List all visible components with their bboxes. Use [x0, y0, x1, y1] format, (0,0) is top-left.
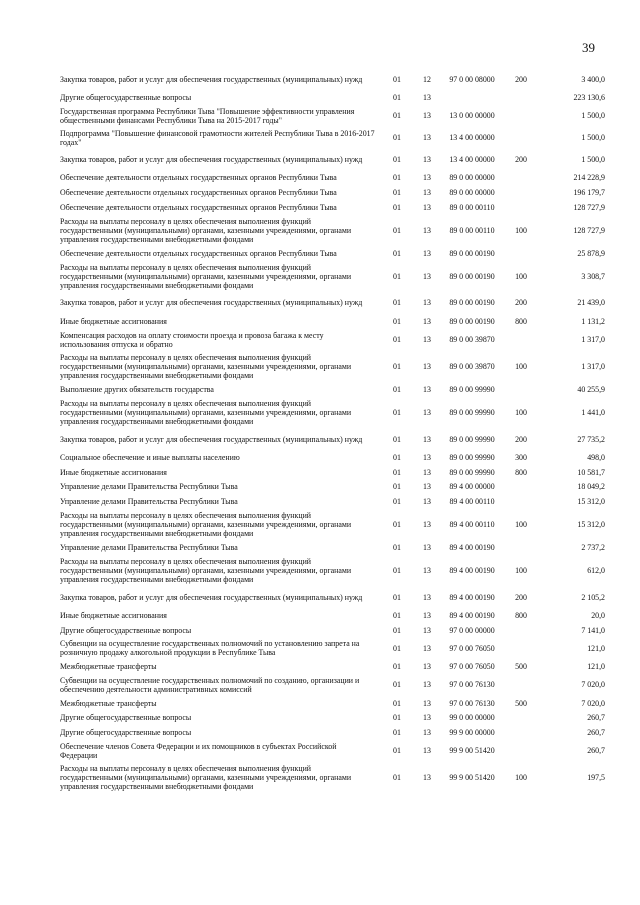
row-section: 01 — [393, 187, 401, 197]
table-row — [60, 214, 605, 246]
row-section: 01 — [393, 542, 401, 552]
row-expense-type: 200 — [515, 155, 527, 165]
row-expense-type: 100 — [515, 519, 527, 529]
row-target-article: 89 4 00 00110 — [449, 496, 495, 506]
row-expense-type: 800 — [515, 316, 527, 326]
table-row — [60, 171, 605, 186]
row-target-article: 97 0 00 76050 — [449, 662, 495, 672]
row-target-article: 89 0 00 00190 — [449, 271, 495, 281]
row-section: 01 — [393, 225, 401, 235]
row-name: Управление делами Правительства Республики Тыва — [60, 496, 238, 506]
table-row — [60, 762, 605, 794]
row-amount: 2 105,2 — [581, 592, 605, 602]
row-amount: 1 317,0 — [581, 335, 605, 345]
table-row — [60, 428, 605, 450]
row-subsection: 13 — [423, 384, 431, 394]
row-expense-type: 100 — [515, 225, 527, 235]
row-expense-type: 200 — [515, 434, 527, 444]
row-section: 01 — [393, 496, 401, 506]
table-row — [60, 351, 605, 383]
row-section: 01 — [393, 643, 401, 653]
row-section: 01 — [393, 662, 401, 672]
row-section: 01 — [393, 335, 401, 345]
row-amount: 7 020,0 — [581, 698, 605, 708]
row-subsection: 13 — [423, 173, 431, 183]
row-section: 01 — [393, 173, 401, 183]
row-amount: 7 141,0 — [581, 625, 605, 635]
row-target-article: 97 0 00 76130 — [449, 698, 495, 708]
row-subsection: 13 — [423, 519, 431, 529]
row-amount: 40 255,9 — [577, 384, 605, 394]
row-subsection: 13 — [423, 727, 431, 737]
row-target-article: 89 0 00 00000 — [449, 173, 495, 183]
row-name: Обеспечение членов Совета Федерации и их помощников в субъектах Российской Федерации — [60, 741, 337, 760]
table-row — [60, 674, 605, 696]
row-subsection: 13 — [423, 643, 431, 653]
row-target-article: 89 0 00 99990 — [449, 407, 495, 417]
row-name: Выполнение других обязательств государства — [60, 384, 214, 394]
row-subsection: 13 — [423, 111, 431, 121]
row-subsection: 13 — [423, 361, 431, 371]
row-subsection: 13 — [423, 772, 431, 782]
row-amount: 20,0 — [591, 610, 605, 620]
row-section: 01 — [393, 727, 401, 737]
row-expense-type: 200 — [515, 298, 527, 308]
row-section: 01 — [393, 565, 401, 575]
row-target-article: 89 0 00 00000 — [449, 187, 495, 197]
row-name: Закупка товаров, работ и услуг для обеспечения государственных (муниципальных) нужд — [60, 434, 363, 444]
table-row — [60, 623, 605, 638]
row-subsection: 13 — [423, 187, 431, 197]
row-name: Социальное обеспечение и иные выплаты населению — [60, 452, 240, 462]
row-target-article: 13 4 00 00000 — [449, 155, 495, 165]
row-subsection: 13 — [423, 316, 431, 326]
row-target-article: 89 0 00 99990 — [449, 467, 495, 477]
table-row — [60, 149, 605, 171]
row-name: Другие общегосударственные вопросы — [60, 713, 192, 723]
row-target-article: 99 9 00 00000 — [449, 727, 495, 737]
row-target-article: 99 9 00 51420 — [449, 746, 495, 756]
row-amount: 3 308,7 — [581, 271, 605, 281]
row-name: Управление делами Правительства Республики Тыва — [60, 542, 238, 552]
row-section: 01 — [393, 133, 401, 143]
row-amount: 2 737,2 — [581, 542, 605, 552]
row-amount: 3 400,0 — [581, 74, 605, 84]
row-name: Межбюджетные трансферты — [60, 698, 157, 708]
row-expense-type: 100 — [515, 565, 527, 575]
row-amount: 1 500,0 — [581, 111, 605, 121]
row-name: Подпрограмма "Повышение финансовой грамотности жителей Республики Тыва в 2016-2017 годах" — [60, 128, 375, 147]
row-subsection: 13 — [423, 225, 431, 235]
table-row — [60, 90, 605, 105]
row-section: 01 — [393, 155, 401, 165]
row-expense-type: 800 — [515, 610, 527, 620]
row-subsection: 13 — [423, 698, 431, 708]
table-row — [60, 540, 605, 555]
row-target-article: 89 0 00 00190 — [449, 316, 495, 326]
row-subsection: 13 — [423, 335, 431, 345]
row-section: 01 — [393, 361, 401, 371]
row-expense-type: 800 — [515, 467, 527, 477]
row-subsection: 13 — [423, 407, 431, 417]
row-target-article: 89 0 00 99990 — [449, 434, 495, 444]
row-section: 01 — [393, 713, 401, 723]
row-amount: 223 130,6 — [573, 92, 605, 102]
row-amount: 260,7 — [587, 713, 605, 723]
row-section: 01 — [393, 746, 401, 756]
table-row — [60, 586, 605, 608]
row-target-article: 89 0 00 39870 — [449, 361, 495, 371]
row-section: 01 — [393, 298, 401, 308]
row-expense-type: 200 — [515, 74, 527, 84]
row-name: Другие общегосударственные вопросы — [60, 92, 192, 102]
row-subsection: 13 — [423, 271, 431, 281]
row-subsection: 13 — [423, 680, 431, 690]
row-name: Расходы на выплаты персоналу в целях обеспечения выполнения функций государственными (муниципальными) органами, казенными учреждениями, органами управления государственными внебюджетными фондами — [60, 216, 352, 244]
row-section: 01 — [393, 698, 401, 708]
row-target-article: 89 4 00 00190 — [449, 610, 495, 620]
row-amount: 1 500,0 — [581, 155, 605, 165]
row-name: Межбюджетные трансферты — [60, 662, 157, 672]
budget-table — [60, 68, 605, 793]
row-section: 01 — [393, 74, 401, 84]
table-row — [60, 696, 605, 711]
row-section: 01 — [393, 202, 401, 212]
row-amount: 260,7 — [587, 727, 605, 737]
row-target-article: 89 0 00 39870 — [449, 335, 495, 345]
row-expense-type: 100 — [515, 361, 527, 371]
row-expense-type: 200 — [515, 592, 527, 602]
row-subsection: 13 — [423, 434, 431, 444]
row-amount: 128 727,9 — [573, 202, 605, 212]
row-amount: 1 131,2 — [581, 316, 605, 326]
row-subsection: 13 — [423, 610, 431, 620]
row-amount: 121,0 — [587, 643, 605, 653]
row-target-article: 97 0 00 00000 — [449, 625, 495, 635]
table-row — [60, 711, 605, 726]
row-expense-type: 100 — [515, 772, 527, 782]
row-target-article: 89 0 00 00110 — [449, 225, 495, 235]
row-amount: 25 878,9 — [577, 248, 605, 258]
row-name: Расходы на выплаты персоналу в целях обеспечения выполнения функций государственными (муниципальными) органами, казенными учреждениями, органами управления государственными внебюджетными фондами — [60, 556, 352, 584]
row-section: 01 — [393, 519, 401, 529]
row-subsection: 13 — [423, 625, 431, 635]
table-row — [60, 509, 605, 541]
row-name: Расходы на выплаты персоналу в целях обеспечения выполнения функций государственными (муниципальными) органами, казенными учреждениями, органами управления государственными внебюджетными фондами — [60, 352, 352, 380]
row-subsection: 13 — [423, 746, 431, 756]
table-row — [60, 637, 605, 659]
row-section: 01 — [393, 625, 401, 635]
row-target-article: 89 4 00 00190 — [449, 542, 495, 552]
row-name: Обеспечение деятельности отдельных государственных органов Республики Тыва — [60, 173, 337, 183]
row-name: Иные бюджетные ассигнования — [60, 467, 167, 477]
row-section: 01 — [393, 452, 401, 462]
row-target-article: 89 4 00 00190 — [449, 565, 495, 575]
row-target-article: 97 0 00 76050 — [449, 643, 495, 653]
table-row — [60, 314, 605, 329]
row-name: Субвенции на осуществление государственных полномочий по установлению запрета на розничную продажу алкогольной продукции в Республике Тыва — [60, 639, 360, 658]
row-amount: 18 049,2 — [577, 482, 605, 492]
row-target-article: 89 0 00 00190 — [449, 248, 495, 258]
table-row — [60, 329, 605, 351]
row-section: 01 — [393, 271, 401, 281]
row-name: Обеспечение деятельности отдельных государственных органов Республики Тыва — [60, 248, 337, 258]
row-amount: 128 727,9 — [573, 225, 605, 235]
table-row — [60, 260, 605, 292]
row-subsection: 13 — [423, 592, 431, 602]
row-subsection: 13 — [423, 248, 431, 258]
row-section: 01 — [393, 434, 401, 444]
row-subsection: 13 — [423, 482, 431, 492]
row-section: 01 — [393, 772, 401, 782]
table-row — [60, 382, 605, 397]
row-section: 01 — [393, 610, 401, 620]
row-section: 01 — [393, 111, 401, 121]
row-target-article: 99 9 00 51420 — [449, 772, 495, 782]
row-subsection: 13 — [423, 155, 431, 165]
row-name: Обеспечение деятельности отдельных государственных органов Республики Тыва — [60, 187, 337, 197]
row-name: Закупка товаров, работ и услуг для обеспечения государственных (муниципальных) нужд — [60, 155, 363, 165]
row-target-article: 99 0 00 00000 — [449, 713, 495, 723]
row-amount: 121,0 — [587, 662, 605, 672]
row-target-article: 89 4 00 00110 — [449, 519, 495, 529]
row-amount: 15 312,0 — [577, 496, 605, 506]
row-name: Компенсация расходов на оплату стоимости проезда и провоза багажа к месту использования отпуска и обратно — [60, 330, 324, 349]
row-target-article: 89 4 00 00000 — [449, 482, 495, 492]
row-target-article: 89 0 00 00190 — [449, 298, 495, 308]
row-section: 01 — [393, 316, 401, 326]
table-row — [60, 608, 605, 623]
table-row — [60, 740, 605, 762]
row-subsection: 13 — [423, 662, 431, 672]
row-subsection: 13 — [423, 565, 431, 575]
row-amount: 1 317,0 — [581, 361, 605, 371]
row-expense-type: 100 — [515, 407, 527, 417]
row-target-article: 89 0 00 00110 — [449, 202, 495, 212]
table-row — [60, 68, 605, 90]
row-expense-type: 500 — [515, 698, 527, 708]
table-row — [60, 659, 605, 674]
row-name: Закупка товаров, работ и услуг для обеспечения государственных (муниципальных) нужд — [60, 298, 363, 308]
row-amount: 7 020,0 — [581, 680, 605, 690]
table-row — [60, 185, 605, 200]
row-name: Управление делами Правительства Республики Тыва — [60, 482, 238, 492]
row-target-article: 97 0 00 08000 — [449, 74, 495, 84]
page-number: 39 — [582, 40, 595, 55]
row-subsection: 13 — [423, 713, 431, 723]
row-section: 01 — [393, 92, 401, 102]
row-subsection: 13 — [423, 92, 431, 102]
row-name: Закупка товаров, работ и услуг для обеспечения государственных (муниципальных) нужд — [60, 74, 363, 84]
table-row — [60, 494, 605, 509]
row-name: Обеспечение деятельности отдельных государственных органов Республики Тыва — [60, 202, 337, 212]
table-row — [60, 725, 605, 740]
row-name: Расходы на выплаты персоналу в целях обеспечения выполнения функций государственными (муниципальными) органами, казенными учреждениями, органами управления государственными внебюджетными фондами — [60, 398, 352, 426]
row-name: Расходы на выплаты персоналу в целях обеспечения выполнения функций государственными (муниципальными) органами, казенными учреждениями, органами управления государственными внебюджетными фондами — [60, 262, 352, 290]
row-section: 01 — [393, 407, 401, 417]
table-row — [60, 105, 605, 127]
table-row — [60, 200, 605, 215]
row-amount: 15 312,0 — [577, 519, 605, 529]
row-section: 01 — [393, 384, 401, 394]
row-target-article: 89 0 00 99990 — [449, 384, 495, 394]
row-name: Иные бюджетные ассигнования — [60, 610, 167, 620]
row-section: 01 — [393, 248, 401, 258]
row-subsection: 13 — [423, 133, 431, 143]
row-amount: 197,5 — [587, 772, 605, 782]
row-expense-type: 300 — [515, 452, 527, 462]
row-target-article: 89 0 00 99990 — [449, 452, 495, 462]
row-target-article: 13 0 00 00000 — [449, 111, 495, 121]
table-row — [60, 292, 605, 314]
table-row — [60, 246, 605, 261]
table-row — [60, 450, 605, 465]
table-row — [60, 555, 605, 587]
row-target-article: 89 4 00 00190 — [449, 592, 495, 602]
row-amount: 612,0 — [587, 565, 605, 575]
row-name: Закупка товаров, работ и услуг для обеспечения государственных (муниципальных) нужд — [60, 592, 363, 602]
row-expense-type: 100 — [515, 271, 527, 281]
row-name: Другие общегосударственные вопросы — [60, 625, 192, 635]
table-row — [60, 397, 605, 429]
row-name: Государственная программа Республики Тыва "Повышение эффективности управления общественными финансами Республики Тыва на 2015-2017 годы" — [60, 106, 355, 125]
row-subsection: 13 — [423, 467, 431, 477]
row-target-article: 97 0 00 76130 — [449, 680, 495, 690]
row-amount: 1 441,0 — [581, 407, 605, 417]
row-amount: 1 500,0 — [581, 133, 605, 143]
row-target-article: 13 4 00 00000 — [449, 133, 495, 143]
row-amount: 260,7 — [587, 746, 605, 756]
row-name: Расходы на выплаты персоналу в целях обеспечения выполнения функций государственными (муниципальными) органами, казенными учреждениями, органами управления государственными внебюджетными фондами — [60, 510, 352, 538]
row-name: Иные бюджетные ассигнования — [60, 316, 167, 326]
row-amount: 10 581,7 — [577, 467, 605, 477]
row-amount: 214 228,9 — [573, 173, 605, 183]
table-row — [60, 465, 605, 480]
row-subsection: 13 — [423, 298, 431, 308]
row-name: Другие общегосударственные вопросы — [60, 727, 192, 737]
table-row — [60, 127, 605, 149]
row-name: Расходы на выплаты персоналу в целях обеспечения выполнения функций государственными (муниципальными) органами, казенными учреждениями, органами управления государственными внебюджетными фондами — [60, 763, 352, 791]
row-subsection: 13 — [423, 452, 431, 462]
row-amount: 21 439,0 — [577, 298, 605, 308]
row-section: 01 — [393, 680, 401, 690]
row-section: 01 — [393, 482, 401, 492]
row-amount: 27 735,2 — [577, 434, 605, 444]
row-amount: 196 179,7 — [573, 187, 605, 197]
row-amount: 498,0 — [587, 452, 605, 462]
row-subsection: 13 — [423, 542, 431, 552]
row-expense-type: 500 — [515, 662, 527, 672]
row-section: 01 — [393, 592, 401, 602]
row-subsection: 13 — [423, 202, 431, 212]
table-row — [60, 479, 605, 494]
row-name: Субвенции на осуществление государственных полномочий по созданию, организации и обеспечению деятельности административных комиссий — [60, 675, 360, 694]
row-subsection: 13 — [423, 496, 431, 506]
row-subsection: 12 — [423, 74, 431, 84]
row-section: 01 — [393, 467, 401, 477]
